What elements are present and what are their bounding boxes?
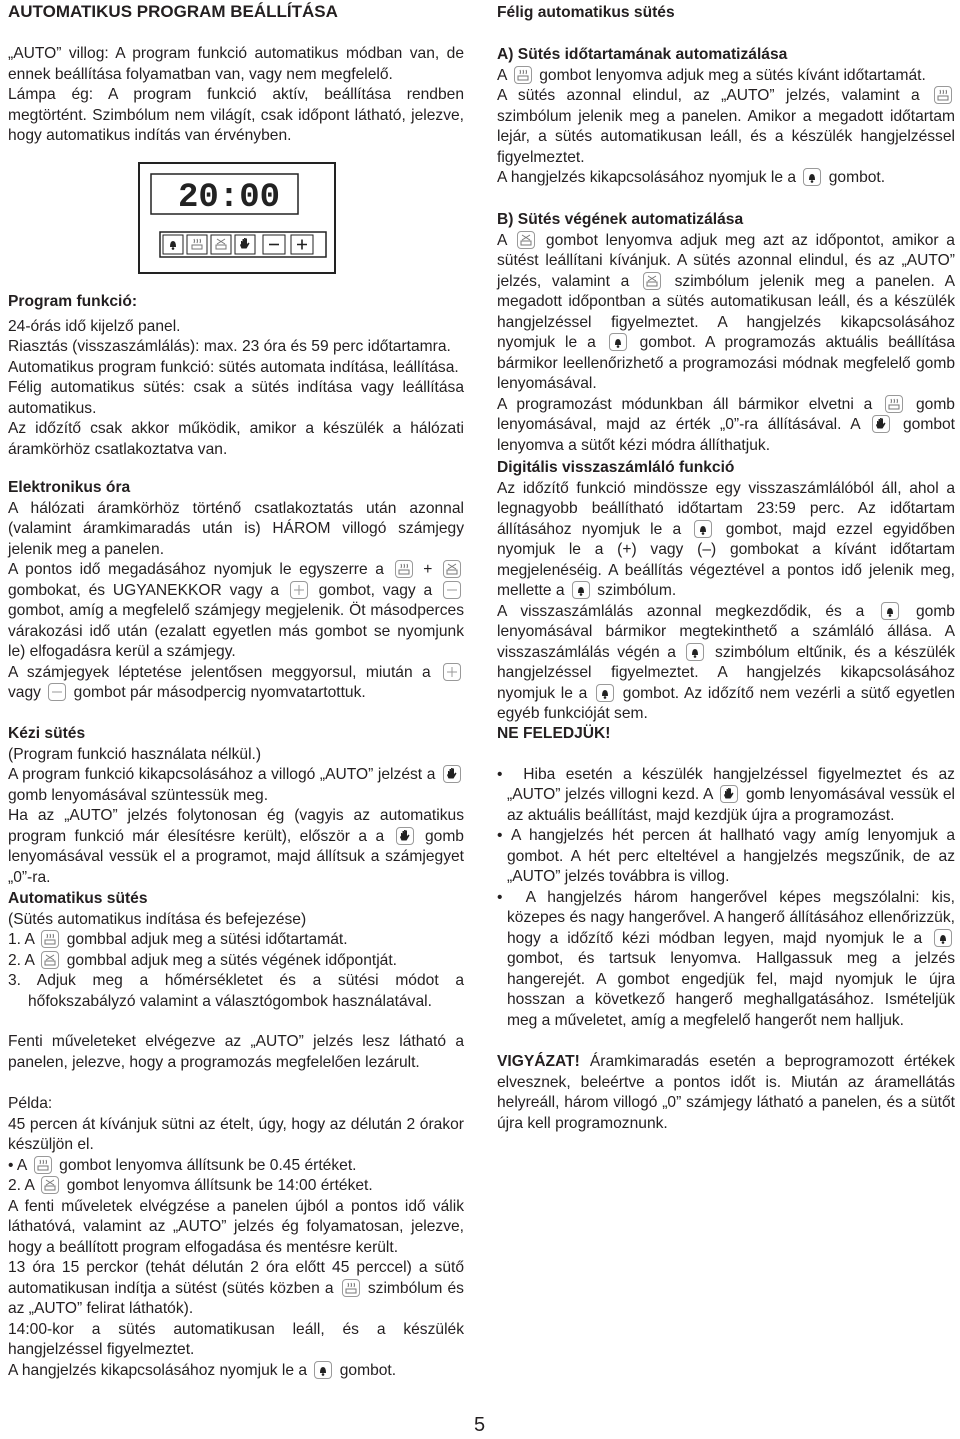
- remember-list: [497, 765, 955, 1032]
- duration-paragraph-3: A hangjelzés kikapcsolásához nyomjuk le a gombot.: [497, 169, 886, 186]
- duration-button-icon: [934, 86, 952, 104]
- timer-paragraph-1: Az időzítő funkció mindössze egy visszaszámlálóból áll, ahol a legnagyobb beállítható időtartam 23:59 perc. Az időtartam állításához nyomjuk le a gombot, majd ezzel egyidőben nyomjuk le a (+) vagy (–) gombokat a kívánt időtartam megjelenéséig. A beállítás végeztével a pontos idő jelenik meg, mellette a szimbólum.: [497, 479, 955, 599]
- end-time-button-icon: [643, 272, 661, 290]
- clock-paragraph-2: A pontos idő megadásához nyomjuk le egyszerre a + gombokat, és UGYANEKKOR vagy a gombot, vagy a gombot, amíg a megfelelő számjegy megjelenik. Öt másodperces várakozási idő után (ezalatt egyetlen más gombot se nyomjunk le) elfogadásra kerül a számjegy.: [8, 561, 464, 660]
- duration-paragraph-1: A gombot lenyomva adjuk meg a sütés kívánt időtartamát.: [497, 66, 926, 84]
- auto-step-2: 2. A gombbal adjuk meg a sütés végének időpontját.: [8, 951, 398, 969]
- bell-icon: [934, 929, 952, 947]
- end-time-paragraph-2: A programozást módunkban áll bármikor elvetni a gomb lenyomásával, majd az érték „0”-ra állításával. A gombot lenyomva a sütőt kézi módra állíthatjuk.: [497, 395, 956, 454]
- auto-sub: (Sütés automatikus indítása és befejezése): [8, 910, 307, 928]
- plus-button-icon: [290, 581, 308, 599]
- section-title: AUTOMATIKUS PROGRAM BEÁLLÍTÁSA: [8, 2, 338, 21]
- page-number: 5: [474, 1414, 486, 1436]
- intro-paragraph-1: „AUTO” villog: A program funkció automatikus módban van, de ennek beállítása folyamatban van, vagy nem megfelelő.: [8, 45, 464, 83]
- panel-minus-button[interactable]: [263, 235, 285, 254]
- program-line-1: 24-órás idő kijelző panel.: [8, 317, 181, 335]
- example-step-2: 2. A gombot lenyomva állítsunk be 14:00 értéket.: [8, 1177, 373, 1194]
- panel-bell-button[interactable]: [163, 235, 183, 254]
- panel-display: 20:00: [178, 179, 281, 217]
- timer-heading: Digitális visszaszámláló funkció: [497, 459, 735, 476]
- hand-icon: [872, 415, 890, 433]
- example-paragraph-1: 45 percen át kívánjuk sütni az ételt, úgy, hogy az délután 2 órakor készüljön el.: [8, 1115, 464, 1153]
- auto-paragraph: Fenti műveleteket elvégezve az „AUTO” jelzés lesz látható a panelen, jelezve, hogy a programozás megfelelően lezárult.: [8, 1033, 464, 1071]
- bell-icon: [686, 643, 704, 661]
- example-paragraph-2: A fenti műveletek elvégzése a panelen újból a pontos idő válik láthatóvá, valamint az „AUTO” jelzés ég folyamatosan, jelezve, hogy a beállított program elfogadása és mentésre került.: [8, 1197, 464, 1256]
- duration-paragraph-2: A sütés azonnal elindul, az „AUTO” jelzés, valamint a szimbólum jelenik meg a panelen. Amikor a megadott időtartam lejár, a sütés automatikusan leáll, és a készülék hangjelzéssel figyelmeztet.: [497, 87, 955, 166]
- remember-item-1: • Hiba esetén a készülék hangjelzéssel figyelmeztet és az „AUTO” jelzés villogni kezd. A gomb lenyomásával vessük el az aktuális beállítást, majd kezdjük újra a programozást.: [497, 765, 955, 827]
- example-heading: Példa:: [8, 1095, 53, 1112]
- clock-paragraph-3: A számjegyek léptetése jelentősen meggyorsul, miután a vagy gombot pár másodpercig nyomvatartottuk.: [8, 663, 464, 704]
- manual-heading: Kézi sütés: [8, 725, 86, 742]
- remember-heading: NE FELEDJÜK!: [497, 725, 611, 742]
- end-time-button-icon: [41, 951, 59, 969]
- semi-auto-title: Félig automatikus sütés: [497, 4, 675, 21]
- program-heading: Program funkció:: [8, 293, 138, 310]
- program-line-3: Automatikus program funkció: sütés automata indítása, leállítása.: [8, 358, 459, 376]
- duration-button-icon: [885, 395, 903, 413]
- end-time-button-icon: [443, 560, 461, 578]
- manual-paragraph-1: A program funkció kikapcsolásához a villogó „AUTO” jelzést a gomb lenyomásával szüntessük meg.: [8, 765, 464, 806]
- bell-icon: [609, 333, 627, 351]
- hand-icon: [396, 827, 414, 845]
- intro-paragraph-2: Lámpa ég: A program funkció aktív, beállítása rendben megtörtént. Szimbólum nem világít, csak időpont látható, jelezve, hogy automatikus indítás van érvényben.: [8, 86, 464, 144]
- end-time-heading: B) Sütés végének automatizálása: [497, 211, 744, 228]
- panel-manual-button[interactable]: [235, 235, 255, 254]
- example-bullet-1: • A gombot lenyomva állítsunk be 0.45 értéket.: [8, 1156, 357, 1174]
- example-paragraph-4: 14:00-kor a sütés automatikusan leáll, és a készülék hangjelzéssel figyelmeztet.: [8, 1320, 464, 1358]
- hand-icon: [443, 765, 461, 783]
- duration-button-icon: [34, 1156, 52, 1174]
- minus-button-icon: [443, 581, 461, 599]
- duration-button-icon: [514, 66, 532, 84]
- panel-plus-button[interactable]: [291, 235, 313, 254]
- duration-button-icon: [395, 560, 413, 578]
- auto-step-3: 3. Adjuk meg a hőmérsékletet és a sütési módot a hőfokszabályzó valamint a választógombok használatával.: [8, 972, 464, 1010]
- timer-paragraph-2: A visszaszámlálás azonnal megkezdődik, és a gomb lenyomásával bármikor megtekinthető a számláló állása. A visszaszámlálás végén a szimbólum eltűnik, és a készülék hangjelzéssel figyelmeztet. A hangjelzés kikapcsolásához nyomjuk le a gombot. Az időzítő nem vezérli a sütő egyetlen egyéb funkcióját sem.: [497, 602, 955, 722]
- bell-icon: [314, 1361, 332, 1379]
- bell-icon: [881, 602, 899, 620]
- bell-icon: [694, 520, 712, 538]
- manual-sub: (Program funkció használata nélkül.): [8, 745, 262, 763]
- program-line-2: Riasztás (visszaszámlálás): max. 23 óra és 59 perc időtartamra.: [8, 338, 451, 355]
- clock-heading: Elektronikus óra: [8, 479, 131, 496]
- duration-heading: A) Sütés időtartamának automatizálása: [497, 46, 788, 63]
- bell-icon: [596, 684, 614, 702]
- remember-item-3: • A hangjelzés három hangerővel képes megszólalni: kis, közepes és nagy hangerővel. A hangerő állításához ellenőrizzük, hogy a időzítő kézi módban legyen, majd nyomjuk le a gombot, és tartsuk lenyomva. Hallgassuk meg a jelzés hangerejét. A gombot engedjük fel, majd nyomjuk le újra hosszan a következő hangerő meghallgatásához. Ismételjük meg a műveletet, amíg a megfelelő hangerőt nem halljuk.: [497, 888, 955, 1032]
- hand-icon: [720, 785, 738, 803]
- program-line-4: Félig automatikus sütés: csak a sütés indítása vagy leállítása automatikus.: [8, 379, 464, 417]
- manual-paragraph-2: Ha az „AUTO” jelzés folytonosan ég (vagyis az automatikus program funkció már élesítésre került), először a a gomb lenyomásával vessük el a programot, majd állítsuk a számjegyet „0”-ra.: [8, 807, 464, 886]
- panel-end-time-button[interactable]: [211, 235, 231, 254]
- clock-paragraph-1: A hálózati áramkörhöz történő csatlakoztatás után azonnal (valamint áramkimaradás után is) HÁROM villogó számjegy jelenik meg a panelen.: [8, 499, 464, 558]
- warning-label: VIGYÁZAT!: [497, 1053, 580, 1070]
- duration-button-icon: [342, 1279, 360, 1297]
- minus-button-icon: [48, 683, 66, 701]
- control-panel-figure: [138, 162, 336, 274]
- bell-icon: [803, 168, 821, 186]
- end-time-paragraph-1: A gombot lenyomva adjuk meg azt az időpontot, amikor a sütést leállítani kívánjuk. A sütés azonnal elindul, és az „AUTO” jelzés, valamint a szimbólum jelenik meg a panelen. A megadott időpontban a sütés automatikusan leáll, és a készülék hangjelzéssel figyelmeztet. A hangjelzés kikapcsolásához nyomjuk le a gombot. A programozás aktuális beállítása bármikor leellenőrizhető a programozási módnak megfelelő gomb lenyomásával.: [497, 231, 956, 392]
- end-time-button-icon: [41, 1176, 59, 1194]
- panel-duration-button[interactable]: [187, 235, 207, 254]
- duration-button-icon: [41, 930, 59, 948]
- example-paragraph-3: 13 óra 15 perckor (tehát délután 2 óra előtt 45 perccel) a sütő automatikusan indítja a sütést (sütés közben a szimbólum és az „AUTO” felirat láthatók).: [8, 1259, 464, 1317]
- program-line-5: Az időzítő csak akkor működik, amikor a készülék a hálózati áramkörhöz csatlakoztatva van.: [8, 420, 464, 458]
- end-time-button-icon: [517, 231, 535, 249]
- example-paragraph-5: A hangjelzés kikapcsolásához nyomjuk le a gombot.: [8, 1361, 397, 1379]
- remember-item-2: • A hangjelzés hét percen át hallható vagy amíg lenyomjuk a gombot. A hét perc elteltével a hangjelzés megszűnik, de az „AUTO” jelzés továbbra is villog.: [497, 826, 955, 888]
- auto-step-1: 1. A gombbal adjuk meg a sütési időtartamát.: [8, 931, 348, 948]
- bell-icon: [572, 581, 590, 599]
- auto-heading: Automatikus sütés: [8, 890, 148, 907]
- warning-paragraph: VIGYÁZAT! Áramkimaradás esetén a beprogramozott értékek elvesznek, beleértve a pontos időt is. Miután az áramellátás helyreáll, három villogó „0” számjegy látható a panelen, és a sütőt újra kell programoznunk.: [497, 1053, 955, 1132]
- plus-button-icon: [443, 663, 461, 681]
